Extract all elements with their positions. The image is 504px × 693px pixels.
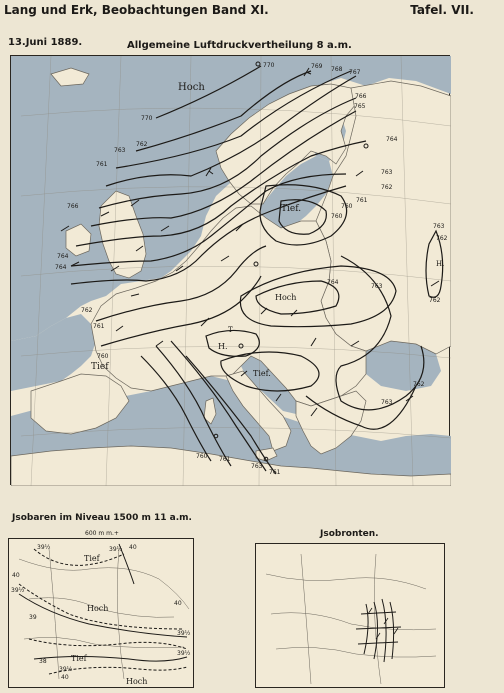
isobar-label: 766 bbox=[67, 203, 79, 210]
inset-left-scale-note: 600 m m.+ bbox=[85, 530, 119, 537]
label-tief-north: Tief. bbox=[281, 204, 302, 214]
label-h-center: H. bbox=[218, 342, 228, 351]
isobar-label: 763 bbox=[381, 169, 393, 176]
plate-number: Tafel. VII. bbox=[410, 3, 474, 17]
inset-left-value: 39½ bbox=[109, 546, 123, 553]
isobar-label: 767 bbox=[349, 69, 361, 76]
isobar-label: 762 bbox=[136, 141, 148, 148]
book-header: Lang und Erk, Beobachtungen Band XI. bbox=[4, 3, 269, 17]
isobar-label: 765 bbox=[354, 103, 366, 110]
isobar-label: 764 bbox=[57, 253, 69, 260]
inset-left-hoch-mid: Hoch bbox=[87, 604, 109, 613]
isobar-label: 762 bbox=[381, 184, 393, 191]
isobar-label: 762 bbox=[429, 297, 441, 304]
label-tief-se: Tief. bbox=[253, 369, 271, 378]
inset-left-value: 40 bbox=[12, 572, 20, 579]
inset-left-value: 39½ bbox=[177, 650, 191, 657]
inset-left-value: 40 bbox=[129, 544, 137, 551]
isobar-label: 763 bbox=[251, 463, 263, 470]
isobar-label: 762 bbox=[436, 235, 448, 242]
main-map-svg bbox=[11, 56, 451, 486]
inset-left-hoch-bot: Hoch bbox=[126, 677, 148, 686]
isobar-label: 760 bbox=[97, 353, 109, 360]
isobar-label: 761 bbox=[96, 161, 108, 168]
inset-left-value: 39½ bbox=[59, 666, 73, 673]
label-tief-w: Tief bbox=[91, 362, 109, 372]
isobar-label: 760 bbox=[341, 203, 353, 210]
inset-left-map bbox=[8, 538, 194, 688]
isobar-label: 763 bbox=[381, 399, 393, 406]
inset-left-value: 40 bbox=[61, 674, 69, 681]
isobar-label: 761 bbox=[356, 197, 368, 204]
map-date: 13.Juni 1889. bbox=[8, 37, 83, 48]
inset-left-value: 40 bbox=[174, 600, 182, 607]
isobar-label: 762 bbox=[413, 381, 425, 388]
inset-left-value: 39½ bbox=[177, 630, 191, 637]
isobar-label: 764 bbox=[327, 279, 339, 286]
isobar-label: 761 bbox=[93, 323, 105, 330]
inset-left-title: Jsobaren im Niveau 1500 m 11 a.m. bbox=[12, 513, 192, 523]
label-hoch-center: Hoch bbox=[275, 293, 297, 302]
inset-right-title: Jsobronten. bbox=[320, 529, 379, 539]
main-map-title: Allgemeine Luftdruckvertheilung 8 a.m. bbox=[127, 40, 352, 51]
inset-left-value: 39 bbox=[29, 614, 37, 621]
isobar-label: 763 bbox=[371, 283, 383, 290]
isobar-label: 764 bbox=[386, 136, 398, 143]
label-h-east: H. bbox=[436, 260, 445, 268]
isobar-label: 763 bbox=[114, 147, 126, 154]
isobar-label: 760 bbox=[331, 213, 343, 220]
isobar-label: 768 bbox=[331, 66, 343, 73]
isobar-label: 770 bbox=[263, 62, 275, 69]
isobar-label: 763 bbox=[433, 223, 445, 230]
main-map bbox=[10, 55, 450, 485]
isobar-label: 761 bbox=[219, 456, 231, 463]
isobar-label: 760 bbox=[196, 453, 208, 460]
inset-right-isobronts bbox=[356, 599, 401, 662]
inset-right-map bbox=[255, 543, 445, 688]
label-hoch-nw: Hoch bbox=[178, 82, 205, 93]
inset-left-value: 39½ bbox=[11, 587, 25, 594]
inset-left-tief-top: Tief bbox=[84, 554, 100, 563]
inset-right-svg bbox=[256, 544, 446, 689]
inset-left-svg bbox=[9, 539, 195, 689]
isobar-label: 770 bbox=[141, 115, 153, 122]
inset-right-borders bbox=[266, 554, 436, 684]
inset-left-value: 39½ bbox=[37, 544, 51, 551]
inset-left-tief-bot: Tief bbox=[71, 654, 87, 663]
isobar-label: 762 bbox=[81, 307, 93, 314]
isobar-label: 761 bbox=[269, 469, 281, 476]
isobar-label: 766 bbox=[355, 93, 367, 100]
label-t-center: T bbox=[228, 326, 233, 334]
isobar-label: 764 bbox=[55, 264, 67, 271]
inset-left-value: 38 bbox=[39, 658, 47, 665]
isobar-label: 769 bbox=[311, 63, 323, 70]
